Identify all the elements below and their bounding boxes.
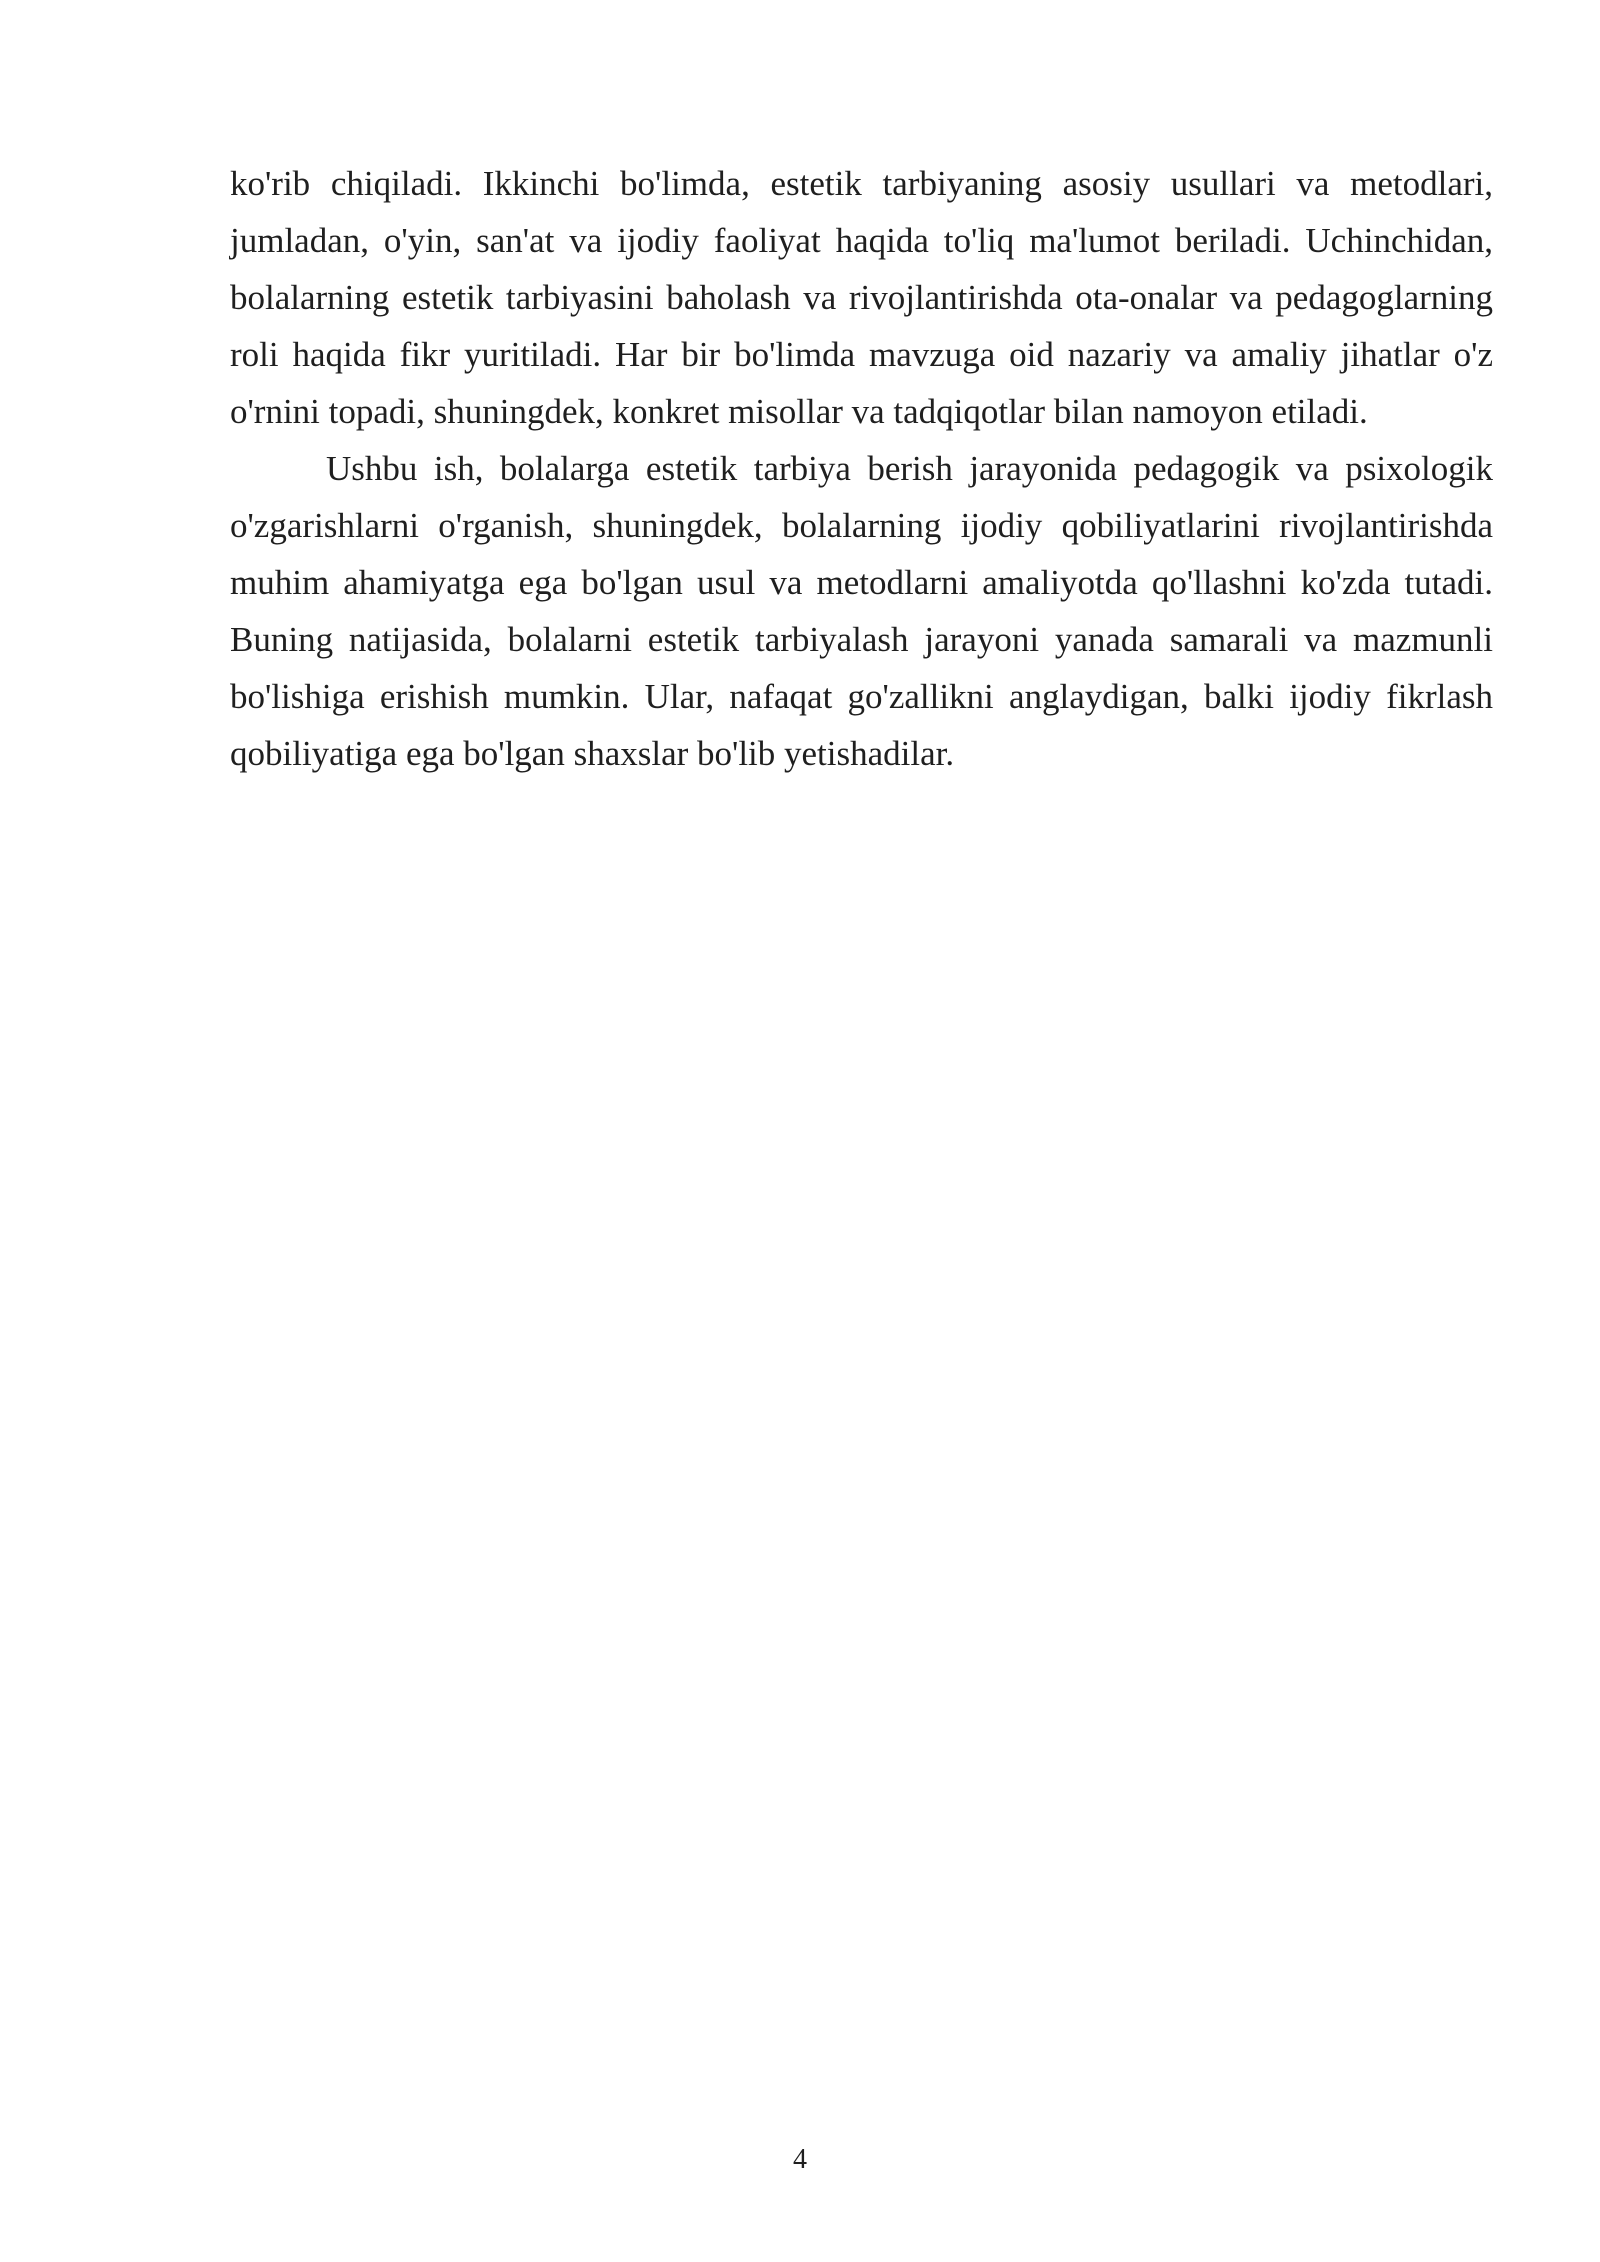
- body-text: [230, 155, 1493, 782]
- paragraph: Ushbu ish, bolalarga estetik tarbiya berish jarayonida pedagogik va psixologik o'zgarishlarni o'rganish, shuningdek, bolalarning ijodiy qobiliyatlarini rivojlantirishda muhim ahamiyatga ega bo'lgan usul va metodlarni amaliyotda qo'llashni ko'zda tutadi. Buning natijasida, bolalarni estetik tarbiyalash jarayoni yanada samarali va mazmunli bo'lishiga erishish mumkin. Ular, nafaqat go'zallikni anglaydigan, balki ijodiy fikrlash qobiliyatiga ega bo'lgan shaxslar bo'lib yetishadilar.: [230, 449, 1493, 773]
- page-number: 4: [793, 2144, 807, 2175]
- paragraph-continuation: ko'rib chiqiladi. Ikkinchi bo'limda, estetik tarbiyaning asosiy usullari va metodlari, jumladan, o'yin, san'at va ijodiy faoliyat haqida to'liq ma'lumot beriladi. Uchinchidan, bolalarning estetik tarbiyasini baholash va rivojlantirishda ota-onalar va pedagoglarning roli haqida fikr yuritiladi. Har bir bo'limda mavzuga oid nazariy va amaliy jihatlar o'z o'rnini topadi, shuningdek, konkret misollar va tadqiqotlar bilan namoyon etiladi.: [230, 164, 1493, 431]
